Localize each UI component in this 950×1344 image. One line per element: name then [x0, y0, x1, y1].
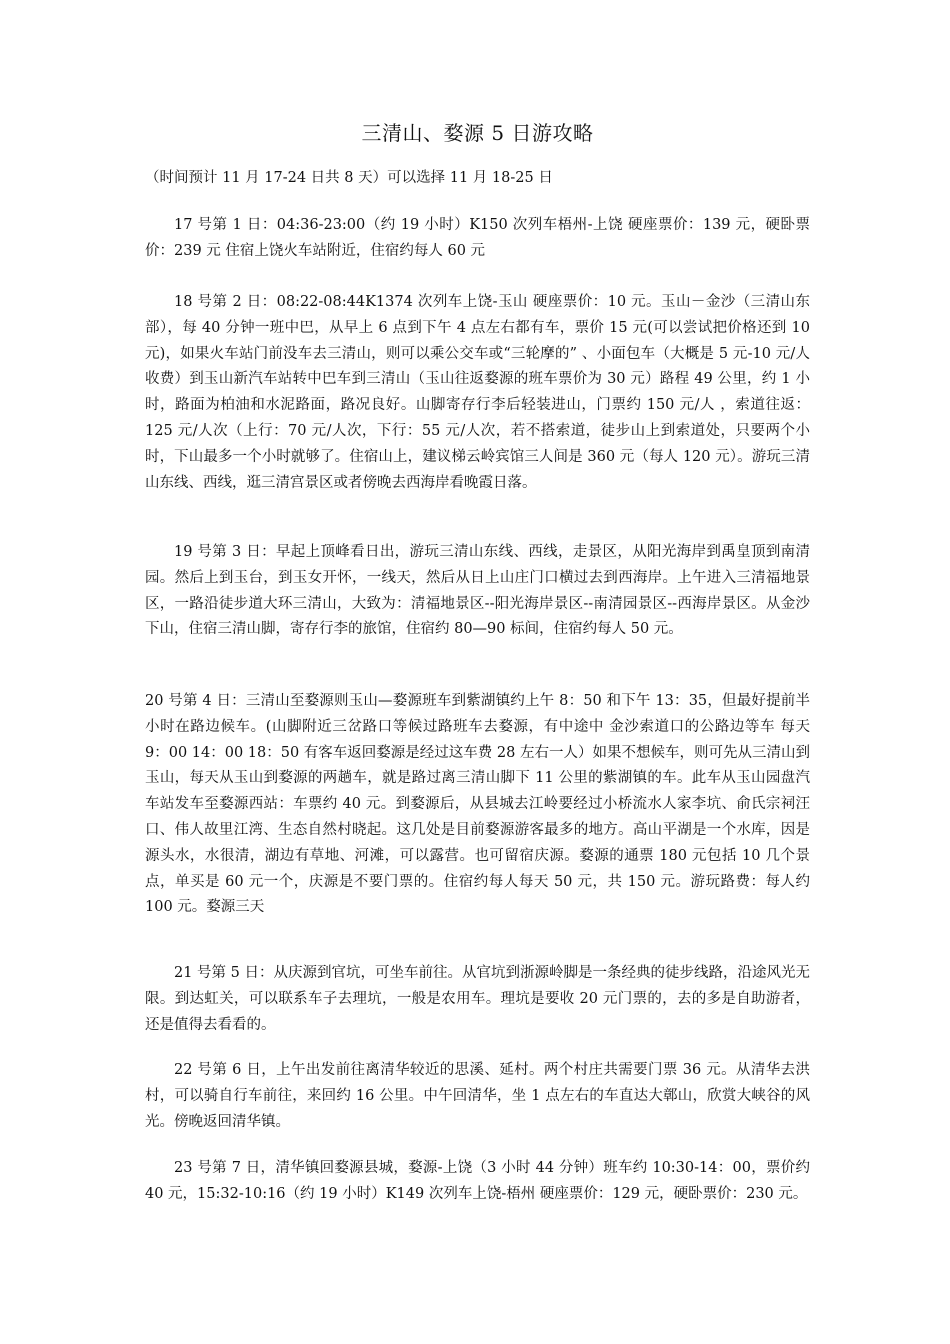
paragraph-day-6: 22 号第 6 日，上午出发前往离清华较近的思溪、延村。两个村庄共需要门票 36 元。从清华去洪村，可以骑自行车前往，来回约 16 公里。中午回清华，坐 1 点左右的车直达大鄣山，欣赏大峡谷的风光。傍晚返回清华镇。 [145, 1062, 810, 1130]
paragraph-day-2: 18 号第 2 日：08:22-08:44K1374 次列车上饶-玉山 硬座票价：10 元。玉山－金沙（三清山东部），每 40 分钟一班中巴，从早上 6 点到下午 4 点左右都有车，票价 15 元(可以尝试把价格还到 10 元)，如果火车站门前没车去三清山，则可以乘公交车或“三轮摩的” 、小面包车（大概是 5 元-10 元/人收费）到玉山新汽车站转中巴车到三清山（玉山往返婺源的班车票价为 30 元）路程 49 公里，约 1 小时，路面为柏油和水泥路面，路况良好。山脚寄存行李后轻装进山，门票约 150 元/人 ，索道往返：125 元/人次（上行：70 元/人次，下行：55 元/人次，若不搭索道，徒步山上到索道处，只要两个小时，下山最多一个小时就够了。住宿山上，建议梯云岭宾馆三人间是 360 元（每人 120 元）。游玩三清山东线、西线，逛三清宫景区或者傍晚去西海岸看晚霞日落。 [145, 294, 810, 491]
document-subtitle: （时间预计 11 月 17-24 日共 8 天）可以选择 11 月 18-25 日 [145, 170, 553, 186]
paragraph-day-4: 20 号第 4 日：三清山至婺源则玉山—婺源班车到紫湖镇约上午 8：50 和下午 13：35，但最好提前半小时在路边候车。(山脚附近三岔路口等候过路班车去婺源，有中途中 金沙索道口的公路边等车 每天 9：00 14：00 18：50 有客车返回婺源是经过这车费 28 左右一人）如果不想候车，则可先从三清山到玉山，每天从玉山到婺源的两趟车，就是路过离三清山脚下 11 公里的紫湖镇的车。此车从玉山园盘汽车站发车至婺源西站：车票约 40 元。到婺源后，从县城去江岭要经过小桥流水人家李坑、俞氏宗祠汪口、伟人故里江湾、生态自然村晓起。这几处是目前婺源游客最多的地方。高山平湖是一个水库，因是源头水，水很清，湖边有草地、河滩，可以露营。也可留宿庆源。婺源的通票 180 元包括 10 几个景点，单买是 60 元一个，庆源是不要门票的。住宿约每人每天 50 元，共 150 元。游玩路费：每人约 100 元。婺源三天 [145, 693, 810, 916]
paragraph-day-1: 17 号第 1 日：04:36-23:00（约 19 小时）K150 次列车梧州-上饶 硬座票价：139 元，硬卧票价：239 元 住宿上饶火车站附近，住宿约每人 60 元 [145, 217, 810, 259]
paragraph-day-3: 19 号第 3 日：早起上顶峰看日出，游玩三清山东线、西线，走景区，从阳光海岸到禹皇顶到南清园。然后上到玉台，到玉女开怀，一线天，然后从日上山庄门口横过去到西海岸。上午进入三清福地景区，一路沿徒步道大环三清山，大致为：清福地景区--阳光海岸景区--南清园景区--西海岸景区。从金沙下山，住宿三清山脚，寄存行李的旅馆，住宿约 80—90 标间，住宿约每人 50 元。 [145, 544, 810, 638]
paragraph-day-5: 21 号第 5 日：从庆源到官坑，可坐车前往。从官坑到浙源岭脚是一条经典的徒步线路，沿途风光无限。到达虹关，可以联系车子去理坑，一般是农用车。理坑是要收 20 元门票的，去的多是自助游者，还是值得去看看的。 [145, 965, 810, 1033]
document-title: 三清山、婺源 5 日游攻略 [361, 121, 594, 145]
paragraph-day-7: 23 号第 7 日，清华镇回婺源县城，婺源-上饶（3 小时 44 分钟）班车约 10:30-14：00，票价约 40 元，15:32-10:16（约 19 小时）K149 次列车上饶-梧州 硬座票价：129 元，硬卧票价：230 元。 [145, 1160, 810, 1202]
